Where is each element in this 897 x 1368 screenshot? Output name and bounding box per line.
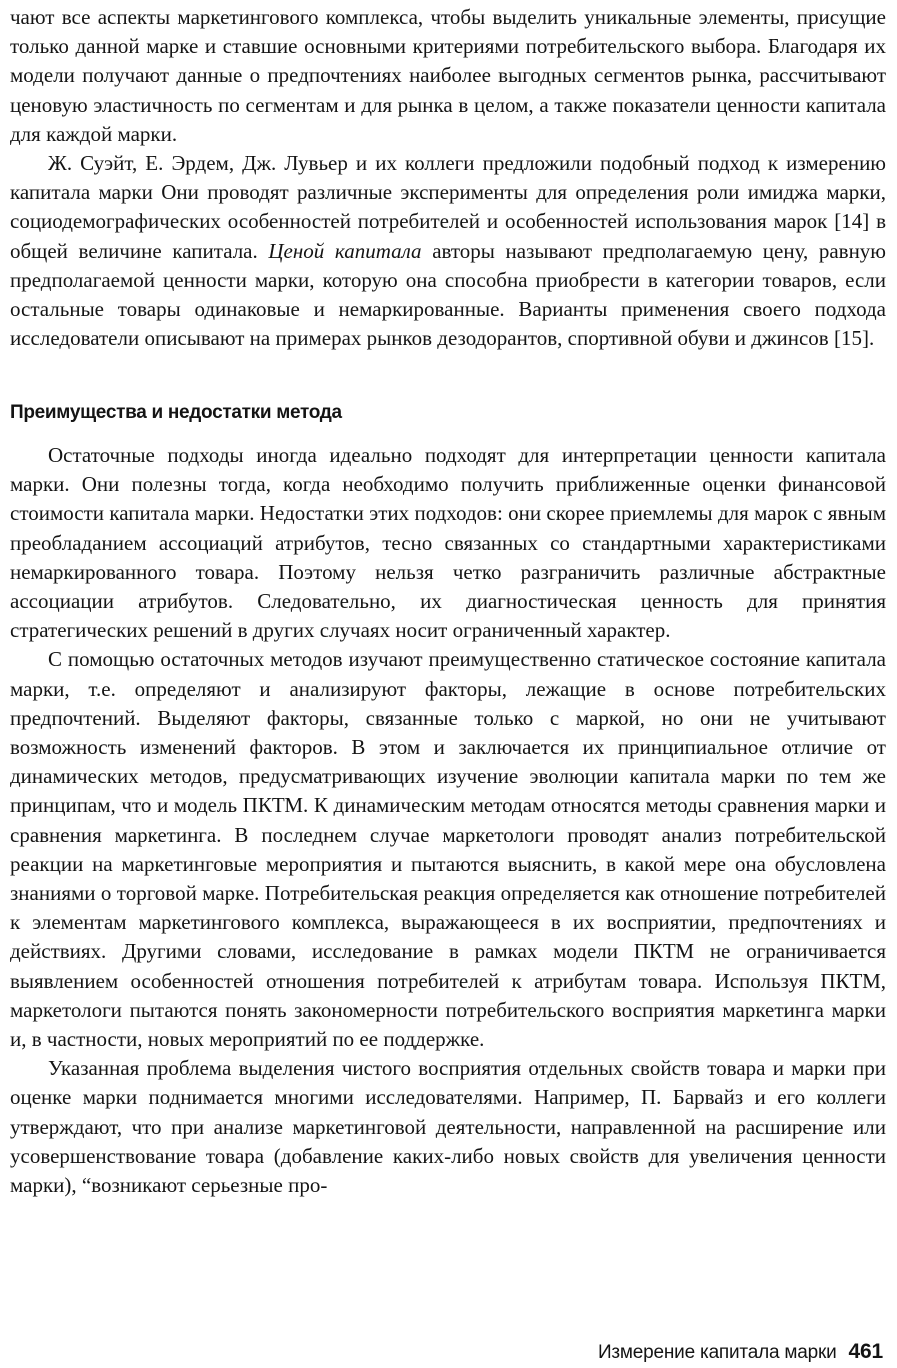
paragraph	[10, 1054, 886, 1200]
text-run: Остаточные подходы иногда идеально подходят для интерпретации ценности капитала марки. Они полезны тогда, когда необходимо получить приближенные оценки финансовой стоимости капитала марки. Недостатки этих подходов: они скорее приемлемы для марок с явным преобладанием ассоциаций атрибутов, тесно связанных со стандартными характеристиками немаркированного товара. Поэтому нельзя четко разграничить различные абстрактные ассоциации атрибутов. Следовательно, их диагностическая ценность для принятия стратегических решений в других случаях носит ограниченный характер.	[10, 443, 886, 643]
text-run: С помощью остаточных методов изучают преимущественно статическое состояние капитала марки, т.е. определяют и анализируют факторы, лежащие в основе потребительских предпочтений. Выделяют факторы, связанные только с маркой, но они не учитывают возможность изменений факторов. В этом и заключается их принципиальное отличие от динамических методов, предусматривающих изучение эволюции капитала марки по тем же принципам, что и модель ПКТМ. К динамическим методам относятся методы сравнения марки и сравнения маркетинга. В последнем случае маркетологи проводят анализ потребительской реакции на маркетинговые мероприятия и пытаются выяснить, в какой мере она обусловлена знаниями о торговой марке. Потребительская реакция определяется как отношение потребителей к элементам маркетингового комплекса, выражающееся в их восприятии, предпочтениях и действиях. Другими словами, исследование в рамках модели ПКТМ не ограничивается выявлением особенностей отношения потребителей к атрибутам товара. Используя ПКТМ, маркетологи пытаются понять закономерности потребительского восприятия маркетинга марки и, в частности, новых мероприятий по ее поддержке.	[10, 647, 886, 1052]
paragraph	[10, 3, 886, 149]
paragraph	[10, 149, 886, 353]
paragraph	[10, 441, 886, 645]
section-heading: Преимущества и недостатки метода	[10, 402, 342, 423]
italic-term: Ценой капитала	[268, 238, 422, 263]
text-run: Указанная проблема выделения чистого восприятия отдельных свойств товара и марки при оценке марки поднимается многими исследователями. Например, П. Барвайз и его коллеги утверждают, что при анализе маркетинговой деятельности, направленной на расширение или усовершенствование товара (добавление каких-либо новых свойств для увеличения ценности марки), “возникают серьезные про-	[10, 1056, 886, 1198]
page-footer	[598, 1340, 883, 1365]
running-title: Измерение капитала марки	[597, 1342, 837, 1363]
text-run: чают все аспекты маркетингового комплекса, чтобы выделить уникальные элементы, присущие только данной марке и ставшие основными критериями потребительского выбора. Благодаря их модели получают данные о предпочтениях наиболее выгодных сегментов рынка, рассчитывают ценовую эластичность по сегментам и для рынка в целом, а также показатели ценности капитала для каждой марки.	[10, 5, 886, 146]
page-number: 461	[848, 1340, 883, 1363]
text-run: авторы называют предполагаемую цену, равную предполагаемой ценности марки, которую она способна приобрести в категории товаров, если остальные товары одинаковые и немаркированные. Варианты применения своего подхода исследователи описывают на примерах рынков дезодорантов, спортивной обуви и джинсов [15].	[10, 238, 887, 351]
body-text-bottom	[10, 441, 886, 1200]
text-run: Ж. Суэйт, Е. Эрдем, Дж. Лувьер и их коллеги предложили подобный подход к измерению капитала марки Они проводят различные эксперименты для определения роли имиджа марки, социодемографических особенностей потребителей и особенностей использования марок [14] в общей величине капитала.	[10, 151, 886, 263]
paragraph	[10, 645, 886, 1054]
body-text-top	[10, 3, 886, 353]
